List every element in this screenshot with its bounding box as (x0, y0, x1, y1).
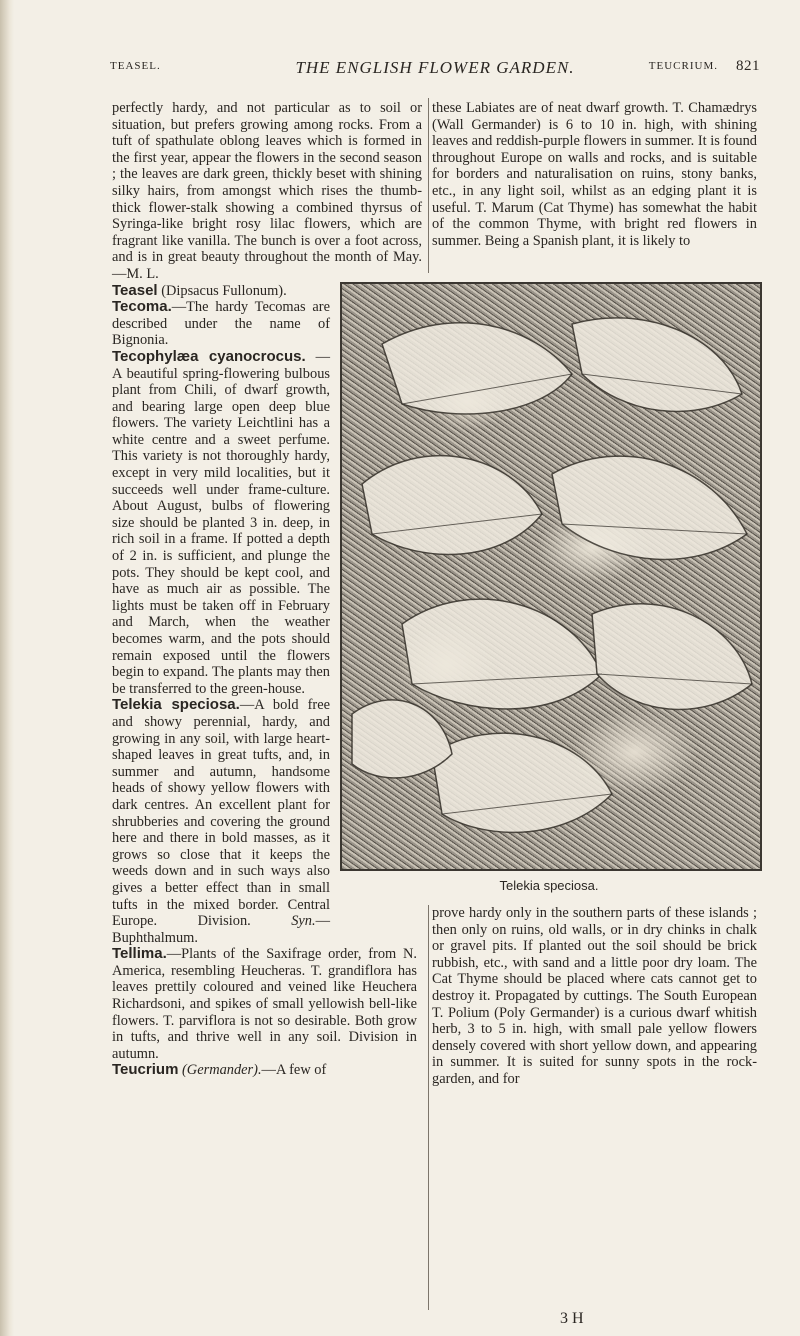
right-column-bottom (432, 905, 757, 1088)
running-head (110, 58, 760, 80)
entry-text: (Dipsacus Fullonum). (157, 282, 287, 299)
entry-heading: Tecophylæa cyanocrocus. (112, 347, 306, 365)
paragraph-teucrium-cont: these Labiates are of neat dwarf growth. T. Chamædrys (Wall Germander) is 6 to 10 in. high, with shining leaves and reddish-purple flowers in summer. It is found throughout Europe on walls and rocks, and is suitable for borders and naturalisation on ruins, stony banks, etc., in any light soil, whilst as an edging plant it is useful. T. Marum (Cat Thyme) has somewhat the habit of the common Thyme, with bright red flowers in summer. Being a Spanish plant, it is likely to (432, 100, 757, 249)
entry-text: — A beautiful spring-flowering bulbous plant from Chili, of dwarf growth, and bearing large open deep blue flowers. The variety Leichtlini has a white centre and a sweet perfume. This variety is not thoroughly hardy, except in very mild localities, but it succeeds well under frame-culture. About August, bulbs of flowering size should be planted 3 in. deep, in rich soil in a frame. If potted a depth of 2 in. is sufficient, and plunge the pots. They should be kept cool, and have as much air as possible. The lights must be taken off in February and March, when the weather becomes warm, and the pots should remain exposed until the flowers begin to expand. The plants may then be transferred to the green-house. (112, 348, 330, 697)
right-column-top (432, 100, 757, 249)
engraving-leaves (342, 284, 760, 869)
header-left: TEASEL. (110, 60, 161, 72)
page-number: 821 (736, 58, 760, 74)
entry-teasel (112, 283, 330, 300)
entry-text: —Plants of the Saxifrage order, from N. America, resembling Heucheras. T. grandiflora has leaves prettily coloured and veined like Heuchera Richardsoni, and spikes of small yellowish bell-like flowers. T. parviflora is not so desirable. Both grow in tufts, and thrive well in any soil. Division in autumn. (112, 946, 417, 1062)
paragraph-continuation: perfectly hardy, and not particular as to soil or situation, but prefers growing among rocks. From a tuft of spathulate oblong leaves which is formed in the first year, appear the flowers in the second season ; the leaves are dark green, thickly beset with shining silky hairs, from amongst which rises the thumb-thick flower-stalk showing a combined thyrsus of Syringa-like bright rosy lilac flowers, which are fragrant like vanilla. The bunch is over a foot across, and is in great beauty throughout the month of May.—M. L. (112, 100, 422, 282)
entry-heading: Telekia speciosa. (112, 696, 240, 714)
header-right: TEUCRIUM. (648, 60, 718, 72)
paragraph-teucrium-cont2: prove hardy only in the southern parts of these islands ; then only on ruins, old walls, or in dry chinks in chalk or gravel pits. If planted out the soil should be brick rubbish, etc., with sand and a little poor dry loam. The Cat Thyme should be placed where cats cannot get to destroy it. Propagated by cuttings. The South European T. Polium (Poly Germander) is a curious dwarf whitish herb, 3 to 5 in. high, with small pale yellow flowers densely covered with short yellow down, and appearing in summer. It is suited for sunny spots in the rock-garden, and for (432, 905, 757, 1087)
entry-telekia (112, 697, 330, 946)
entry-text: — Buphthalmum. (112, 913, 330, 946)
signature-mark: 3 H (560, 1310, 584, 1327)
synonym-label: Syn. (291, 913, 316, 930)
synonym-label: (Germander). (182, 1062, 262, 1079)
column-divider-top (428, 98, 429, 273)
entry-tellima (112, 946, 417, 1062)
figure-caption: Telekia speciosa. (499, 878, 599, 893)
illustration-telekia (340, 282, 762, 871)
entry-heading: Teasel (112, 281, 158, 299)
entry-text: —A bold free and showy perennial, hardy, and growing in any soil, with large heart-shaped leaves in great tufts, and, in summer and autumn, handsome heads of showy yellow flowers with dark centres. An excellent plant for shrubberies and covering the ground here and there in bold masses, as it grows so close that it keeps the weeds down and in such ways also gives a better effect than in small tufts in the mixed border. Central Europe. Division. (112, 697, 330, 930)
entry-heading: Teucrium (112, 1061, 179, 1079)
entry-heading: Tecoma. (112, 298, 172, 316)
binding-edge (0, 0, 14, 1336)
entry-text: —The hardy Tecomas are described under the name of Bignonia. (112, 299, 330, 349)
entry-text: —A few of (261, 1062, 327, 1079)
column-divider-bottom (428, 905, 429, 1310)
entry-tecophylaea (112, 349, 330, 697)
entry-tecoma (112, 299, 330, 349)
header-title: THE ENGLISH FLOWER GARDEN. (295, 58, 575, 77)
entry-teucrium (112, 1062, 417, 1079)
entry-heading: Tellima. (112, 945, 167, 963)
